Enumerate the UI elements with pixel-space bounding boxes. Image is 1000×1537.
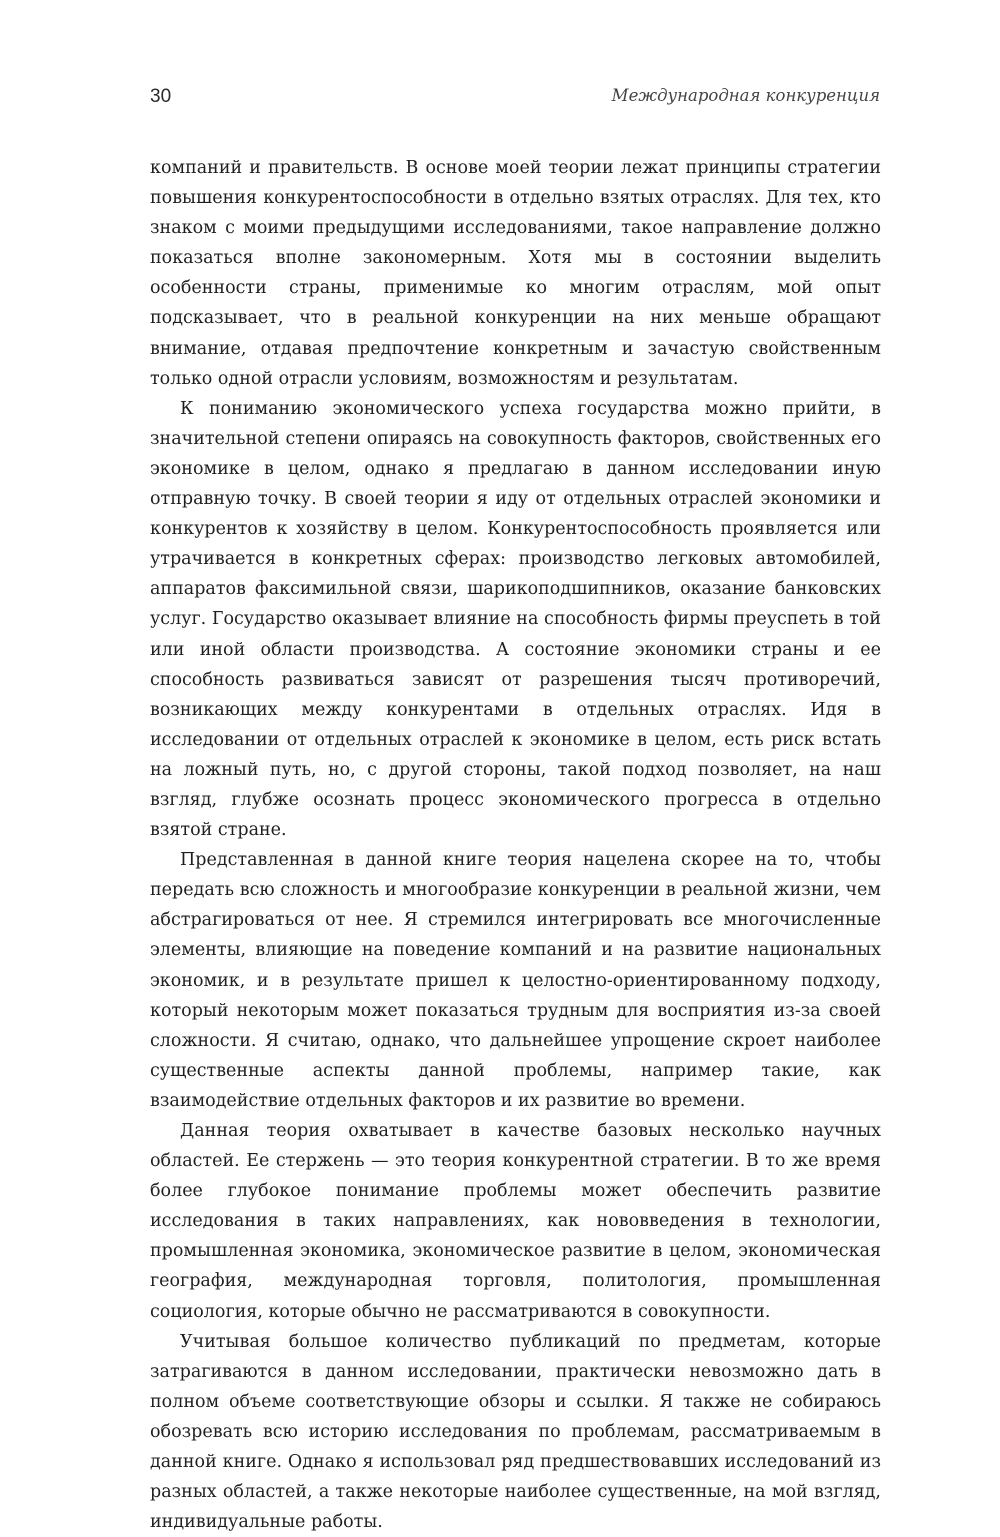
paragraph-4: Данная теория охватывает в качестве базовых несколько научных областей. Ее стержень — это теория конкурентной стратегии. В то же время более глубокое понимание проблемы может обеспечить развитие исследования в таких направлениях, как нововведения в технологии, промышленная экономика, экономическое развитие в целом, экономическая география, международная торговля, политология, промышленная социология, которые обычно не рассматриваются в совокупности. bbox=[150, 1121, 881, 1322]
paragraph-2: К пониманию экономического успеха государства можно прийти, в значительной степени опираясь на совокупность факторов, свойственных его экономике в целом, однако я предлагаю в данном исследовании иную отправную точку. В своей теории я иду от отдельных отраслей экономики и конкурентов к хозяйству в целом. Конкурентоспособность проявляется или утрачивается в конкретных сферах: производство легковых автомобилей, аппаратов факсимильной связи, шарикоподшипников, оказание банковских услуг. Государство оказывает влияние на способность фирмы преуспеть в той или иной области производства. А состояние экономики страны и ее способность развиваться зависят от разрешения тысяч противоречий, возникающих между конкурентами в отдельных отраслях. Идя в исследовании от отдельных отраслей к экономике в целом, есть риск встать на ложный путь, но, с другой стороны, такой подход позволяет, на наш взгляд, глубже осознать процесс экономического прогресса в отдельно взятой стране. bbox=[150, 398, 881, 841]
paragraph-3: Представленная в данной книге теория нацелена скорее на то, чтобы передать всю сложность и многообразие конкуренции в реальной жизни, чем абстрагироваться от нее. Я стремился интегрировать все многочисленные элементы, влияющие на поведение компаний и на развитие национальных экономик, и в результате пришел к целостно-ориентированному подходу, который некоторым может показаться трудным для восприятия из-за своей сложности. Я считаю, однако, что дальнейшее упрощение скроет наиболее существенные аспекты данной проблемы, например такие, как взаимодействие отдельных факторов и их развитие во времени. bbox=[150, 850, 881, 1111]
running-title: Международная конкуренция bbox=[611, 86, 880, 105]
paragraph-5: Учитывая большое количество публикаций по предметам, которые затрагиваются в данном исследовании, практически невозможно дать в полном объеме соответствующие обзоры и ссылки. Я также не собираюсь обозревать всю историю исследования по проблемам, рассматриваемым в данной книге. Однако я использовал ряд предшествовавших исследований из разных областей, а также некоторые наиболее существенные, на мой взгляд, индивидуальные работы. bbox=[150, 1331, 881, 1533]
page-number: 30 bbox=[150, 86, 172, 107]
main-text bbox=[150, 153, 881, 1537]
running-head bbox=[150, 86, 880, 116]
paragraph-1: компаний и правительств. В основе моей теории лежат принципы стратегии повышения конкурентоспособности в отдельно взятых отраслях. Для тех, кто знаком с моими предыдущими исследованиями, такое направление должно показаться вполне закономерным. Хотя мы в состоянии выделить особенности страны, применимые ко многим отраслям, мой опыт подсказывает, что в реальной конкуренции на них меньше обращают внимание, отдавая предпочтение конкретным и зачастую свойственным только одной отрасли условиям, возможностям и результатам. bbox=[150, 158, 881, 389]
